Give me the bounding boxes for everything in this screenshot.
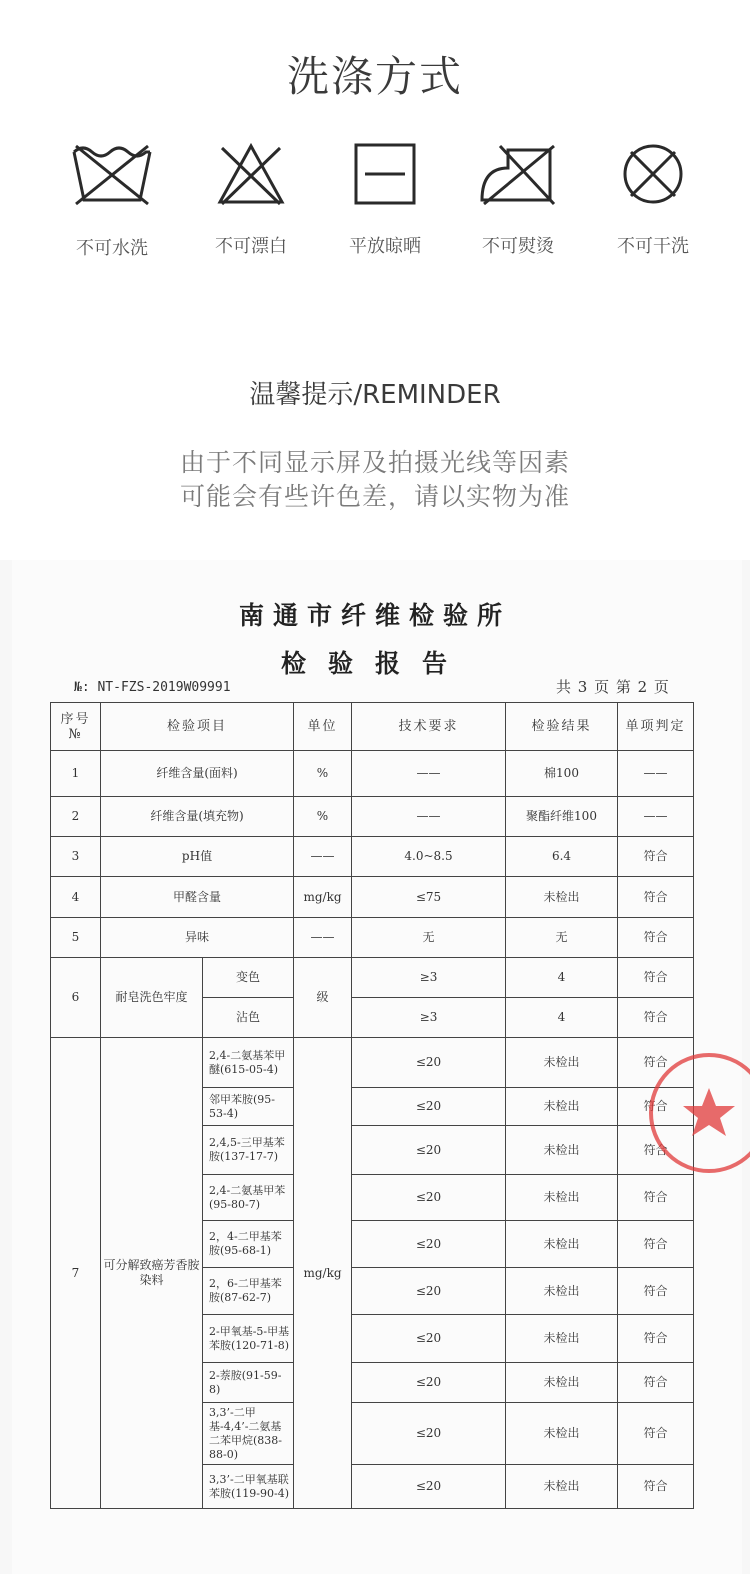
cell-requirement: ≥3	[352, 998, 506, 1038]
report-institute: 南通市纤维检验所	[238, 601, 511, 630]
cell-judgement: 符合	[618, 958, 694, 998]
row6-body	[51, 958, 694, 1038]
report-page: 共 3 页 第 2 页	[556, 678, 670, 696]
cell-requirement: ≤20	[352, 1315, 506, 1363]
cell-judgement: 符合	[618, 918, 694, 958]
cell-unit: mg/kg	[294, 1038, 352, 1509]
cell-result: 4	[506, 958, 618, 998]
no-dry-clean-icon	[621, 142, 685, 206]
cell-unit: ——	[294, 918, 352, 958]
care-item-no-wash	[52, 142, 172, 260]
cell-item: 耐皂洗色牢度	[101, 958, 203, 1038]
cell-result: 未检出	[506, 877, 618, 918]
no-bleach-icon	[216, 142, 286, 206]
care-item-no-bleach	[191, 142, 311, 258]
cell-item: 纤维含量(面料)	[101, 751, 294, 797]
cell-judgement: 符合	[618, 1403, 694, 1465]
table-row	[51, 797, 694, 837]
cell-sub-item: 邻甲苯胺(95-53-4)	[203, 1088, 294, 1126]
care-icons	[0, 142, 750, 272]
cell-result: 未检出	[506, 1038, 618, 1088]
header-seq-line1: 序号	[60, 711, 91, 727]
cell-judgement: 符合	[618, 837, 694, 877]
header-item: 检验项目	[101, 703, 294, 751]
cell-judgement: 符合	[618, 1315, 694, 1363]
cell-item: 可分解致癌芳香胺染料	[101, 1038, 203, 1509]
cell-seq: 5	[51, 918, 101, 958]
header-judgement: 单项判定	[618, 703, 694, 751]
cell-requirement: ≤20	[352, 1038, 506, 1088]
cell-result: 棉100	[506, 751, 618, 797]
cell-unit: %	[294, 751, 352, 797]
inspection-report	[0, 560, 750, 1574]
cell-result: 4	[506, 998, 618, 1038]
table-row	[51, 958, 694, 998]
cell-unit: 级	[294, 958, 352, 1038]
cell-requirement: ≤20	[352, 1403, 506, 1465]
cell-judgement: 符合	[618, 1038, 694, 1088]
cell-sub-item: 沾色	[203, 998, 294, 1038]
cell-requirement: ≤20	[352, 1088, 506, 1126]
header-result: 检验结果	[506, 703, 618, 751]
cell-unit: %	[294, 797, 352, 837]
cell-sub-item: 2,4-二氨基苯甲醚(615-05-4)	[203, 1038, 294, 1088]
report-table	[50, 702, 694, 1509]
cell-item: 甲醛含量	[101, 877, 294, 918]
cell-result: 未检出	[506, 1465, 618, 1509]
cell-judgement: 符合	[618, 1221, 694, 1268]
cell-requirement: ≤20	[352, 1268, 506, 1315]
cell-sub-item: 3,3’-二甲氧基联苯胺(119-90-4)	[203, 1465, 294, 1509]
official-stamp	[644, 1048, 750, 1178]
cell-seq: 4	[51, 877, 101, 918]
no-wash-icon	[70, 142, 154, 208]
cell-requirement: ≤20	[352, 1126, 506, 1175]
care-label: 不可漂白	[215, 236, 287, 257]
cell-item: 纤维含量(填充物)	[101, 797, 294, 837]
cell-judgement: ——	[618, 797, 694, 837]
cell-sub-item: 变色	[203, 958, 294, 998]
cell-requirement: 4.0~8.5	[352, 837, 506, 877]
care-label: 不可熨烫	[482, 236, 554, 257]
cell-requirement: ——	[352, 797, 506, 837]
cell-requirement: ≤20	[352, 1465, 506, 1509]
cell-result: 未检出	[506, 1363, 618, 1403]
cell-judgement: 符合	[618, 1465, 694, 1509]
cell-requirement: ——	[352, 751, 506, 797]
care-label: 不可干洗	[617, 236, 689, 257]
reminder-title: 温馨提示/REMINDER	[249, 380, 501, 410]
care-item-no-iron	[458, 142, 578, 258]
cell-result: 未检出	[506, 1221, 618, 1268]
cell-requirement: ≤20	[352, 1221, 506, 1268]
dry-flat-icon	[353, 142, 417, 206]
cell-judgement: ——	[618, 751, 694, 797]
cell-result: 无	[506, 918, 618, 958]
cell-result: 未检出	[506, 1175, 618, 1221]
header-seq	[51, 703, 101, 751]
simple-rows	[51, 751, 694, 958]
cell-unit: ——	[294, 837, 352, 877]
reminder-text	[0, 446, 750, 514]
cell-judgement: 符合	[618, 1363, 694, 1403]
cell-result: 未检出	[506, 1126, 618, 1175]
no-iron-icon	[478, 142, 558, 206]
cell-result: 6.4	[506, 837, 618, 877]
row7-body	[51, 1038, 694, 1509]
cell-seq: 6	[51, 958, 101, 1038]
care-section	[0, 0, 750, 560]
cell-judgement: 符合	[618, 877, 694, 918]
reminder-line-2: 可能会有些许色差，请以实物为准	[179, 482, 570, 511]
cell-seq: 1	[51, 751, 101, 797]
cell-seq: 2	[51, 797, 101, 837]
header-unit: 单位	[294, 703, 352, 751]
cell-sub-item: 2-萘胺(91-59-8)	[203, 1363, 294, 1403]
cell-requirement: ≤20	[352, 1175, 506, 1221]
cell-unit: mg/kg	[294, 877, 352, 918]
table-row	[51, 877, 694, 918]
cell-sub-item: 2-甲氧基-5-甲基苯胺(120-71-8)	[203, 1315, 294, 1363]
cell-judgement: 符合	[618, 1268, 694, 1315]
cell-seq: 7	[51, 1038, 101, 1509]
cell-item: pH值	[101, 837, 294, 877]
report-title: 检验报告	[280, 649, 469, 678]
care-label: 不可水洗	[76, 238, 148, 259]
cell-item: 异味	[101, 918, 294, 958]
cell-requirement: ≥3	[352, 958, 506, 998]
cell-judgement: 符合	[618, 998, 694, 1038]
table-row	[51, 918, 694, 958]
cell-judgement: 符合	[618, 1088, 694, 1126]
cell-judgement: 符合	[618, 1126, 694, 1175]
care-item-dry-flat	[325, 142, 445, 258]
header-seq-line2: №	[68, 726, 83, 742]
cell-result: 未检出	[506, 1315, 618, 1363]
cell-requirement: ≤20	[352, 1363, 506, 1403]
cell-result: 聚酯纤维100	[506, 797, 618, 837]
cell-sub-item: 3,3’-二甲基-4,4’-二氨基二苯甲烷(838-88-0)	[203, 1403, 294, 1465]
cell-seq: 3	[51, 837, 101, 877]
table-row	[51, 751, 694, 797]
cell-sub-item: 2，6-二甲基苯胺(87-62-7)	[203, 1268, 294, 1315]
care-label: 平放晾晒	[349, 236, 421, 257]
table-row	[51, 837, 694, 877]
cell-result: 未检出	[506, 1268, 618, 1315]
reminder-line-1: 由于不同显示屏及拍摄光线等因素	[179, 448, 570, 477]
cell-sub-item: 2,4-二氨基甲苯(95-80-7)	[203, 1175, 294, 1221]
table-row	[51, 1038, 694, 1088]
care-title: 洗涤方式	[286, 52, 463, 101]
cell-result: 未检出	[506, 1403, 618, 1465]
cell-sub-item: 2，4-二甲基苯胺(95-68-1)	[203, 1221, 294, 1268]
table-header-row	[51, 703, 694, 751]
cell-sub-item: 2,4,5-三甲基苯胺(137-17-7)	[203, 1126, 294, 1175]
report-number: №: NT-FZS-2019W09991	[74, 680, 231, 695]
cell-requirement: 无	[352, 918, 506, 958]
header-requirement: 技术要求	[352, 703, 506, 751]
care-item-no-dry-clean	[593, 142, 713, 258]
cell-requirement: ≤75	[352, 877, 506, 918]
cell-judgement: 符合	[618, 1175, 694, 1221]
cell-result: 未检出	[506, 1088, 618, 1126]
